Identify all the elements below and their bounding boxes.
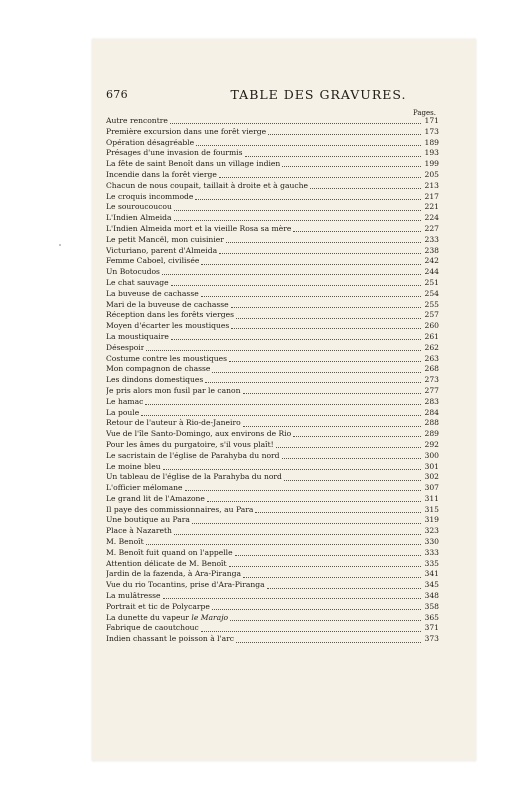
entry-page-number: 319 [424,515,439,525]
entry-title: Victuriano, parent d'Almeida [106,245,218,255]
entry-title: Une boutique au Para [106,515,190,525]
dot-leader [231,307,421,308]
list-item [106,181,439,192]
entry-title: Retour de l'auteur à Rio-de-Janeiro [106,418,241,428]
dot-leader [310,188,421,189]
dot-leader [236,642,421,643]
entry-page-number: 261 [424,331,439,341]
dot-leader [212,609,421,610]
list-item [106,364,439,375]
entry-page-number: 302 [424,472,439,482]
dot-leader [293,436,421,437]
entry-title [106,613,228,624]
list-item [106,235,439,246]
entry-title: M. Benoît [106,537,144,547]
list-item [106,591,439,602]
entry-page-number: 262 [424,342,439,352]
dot-leader [276,447,421,448]
entry-title: Portrait et tic de Polycarpe [106,601,210,611]
entry-title: Mon compagnon de chasse [106,364,211,374]
entry-title: La mulâtresse [106,591,161,601]
dot-leader [196,145,421,146]
dot-leader [226,242,421,243]
dot-leader [236,318,421,319]
entry-title: Un tableau de l'église de la Parahyba du nord [106,472,282,482]
page-number: 676 [106,88,128,101]
entry-page-number: 199 [424,159,439,169]
list-item [106,375,439,386]
entry-title: Jardin de la fazenda, à Ara-Piranga [106,569,241,579]
entry-page-number: 301 [424,461,439,471]
entry-title: Place à Nazareth [106,526,172,536]
list-item [106,569,439,580]
entry-title: Le petit Mancël, mon cuisinier [106,234,224,244]
dot-leader [235,555,421,556]
page-header [106,88,451,104]
dot-leader [231,328,421,329]
entry-title: Opération désagréable [106,137,195,147]
list-item [106,192,439,203]
dot-leader [146,544,421,545]
list-item [106,138,439,149]
list-item [106,462,439,473]
entry-title-text: La dunette du vapeur [106,612,192,622]
dot-leader [145,404,421,405]
entry-title: Le hamac [106,396,144,406]
entry-page-number: 221 [424,202,439,212]
entry-title: Réception dans les forêts vierges [106,310,234,320]
entry-page-number: 263 [424,353,439,363]
entry-page-number: 233 [424,234,439,244]
dot-leader [255,512,421,513]
list-item [106,537,439,548]
list-item [106,505,439,516]
entry-page-number: 345 [424,580,439,590]
list-item [106,548,439,559]
list-item [106,483,439,494]
entry-title: Je pris alors mon fusil par le canon [106,385,241,395]
list-item [106,246,439,257]
list-item [106,408,439,419]
entry-page-number: 224 [424,213,439,223]
dot-leader [219,253,421,254]
entry-title: Costume contre les moustiques [106,353,228,363]
entry-page-number: 242 [424,256,439,266]
list-item [106,310,439,321]
entry-title: Le moine bleu [106,461,161,471]
list-item [106,602,439,613]
entry-page-number: 365 [424,612,439,622]
entry-page-number: 238 [424,245,439,255]
entry-title: Le grand lit de l'Amazone [106,493,205,503]
dot-leader [243,393,422,394]
dot-leader [229,361,421,362]
scan-speck [59,244,61,246]
entry-title: Vue du rio Tocantins, prise d'Ara-Piranga [106,580,265,590]
list-item [106,213,439,224]
entry-title: La buveuse de cachasse [106,288,199,298]
entry-title: L'Indien Almeida mort et la vieille Rosa sa mère [106,223,292,233]
entry-page-number: 311 [424,493,439,503]
dot-leader [207,501,421,502]
entry-title: Le croquis incommode [106,191,194,201]
dot-leader [141,415,421,416]
entry-page-number: 213 [424,180,439,190]
entry-page-number: 289 [424,429,439,439]
entry-page-number: 255 [424,299,439,309]
entry-title: Femme Caboel, civilisée [106,256,200,266]
entry-page-number: 330 [424,537,439,547]
list-item [106,613,439,624]
entry-page-number: 277 [424,385,439,395]
entry-page-number: 254 [424,288,439,298]
entry-page-number: 268 [424,364,439,374]
entry-title: Première excursion dans une forêt vierge [106,126,267,136]
entry-page-number: 227 [424,223,439,233]
entry-title: Vue de l'île Santo-Domingo, aux environs de Rio [106,429,292,439]
entry-page-number: 217 [424,191,439,201]
entry-page-number: 283 [424,396,439,406]
entry-title: Autre rencontre [106,116,168,125]
entry-title: Le souroucoucou [106,202,172,212]
entry-page-number: 358 [424,601,439,611]
pages-column-label: Pages. [412,109,436,117]
dot-leader [171,339,421,340]
entry-title: M. Benoît fuit quand on l'appelle [106,547,233,557]
list-item [106,515,439,526]
dot-leader [268,134,421,135]
dot-leader [243,426,421,427]
dot-leader [170,123,421,124]
dot-leader [219,177,421,178]
entry-title: Il paye des commissionnaires, au Para [106,504,254,514]
entry-title: Les dindons domestiques [106,375,204,385]
entry-page-number: 300 [424,450,439,460]
dot-leader [212,372,421,373]
entry-title-italic: le Marajo [191,612,229,622]
entry-title: La fête de saint Benoît dans un village indien [106,159,281,169]
list-item [106,440,439,451]
entry-title: Chacun de nous coupait, taillait à droite et à gauche [106,180,309,190]
list-item [106,278,439,289]
list-item [106,159,439,170]
dot-leader [163,469,421,470]
entry-title: Attention délicate de M. Benoît [106,558,227,568]
entry-page-number: 315 [424,504,439,514]
list-item [106,127,439,138]
entry-title: Indien chassant le poisson à l'arc [106,634,235,644]
list-item [106,580,439,591]
entry-page-number: 292 [424,439,439,449]
dot-leader [284,480,421,481]
table-of-engravings [106,116,439,645]
dot-leader [205,382,421,383]
entry-page-number: 288 [424,418,439,428]
entry-page-number: 348 [424,591,439,601]
entry-title: Le sacristain de l'église de Parahyba du nord [106,450,280,460]
list-item [106,494,439,505]
entry-page-number: 284 [424,407,439,417]
list-item [106,224,439,235]
running-title: TABLE DES GRAVURES. [230,87,407,102]
list-item [106,289,439,300]
dot-leader [174,210,421,211]
entry-page-number: 307 [424,483,439,493]
entry-title: Fabrique de caoutchouc [106,623,199,633]
entry-title: Un Botocudos [106,267,160,277]
dot-leader [293,231,421,232]
entry-title: Pour les âmes du purgatoire, s'il vous plaît! [106,439,274,449]
entry-title: L'officier mélomane [106,483,183,493]
entry-page-number: 333 [424,547,439,557]
entry-page-number: 260 [424,321,439,331]
entry-page-number: 335 [424,558,439,568]
dot-leader [171,285,421,286]
dot-leader [146,350,421,351]
entry-page-number: 205 [424,169,439,179]
entry-page-number: 189 [424,137,439,147]
list-item [106,300,439,311]
entry-page-number: 373 [424,634,439,644]
entry-page-number: 193 [424,148,439,158]
entry-page-number: 171 [424,116,439,125]
list-item [106,559,439,570]
list-item [106,451,439,462]
dot-leader [282,458,421,459]
entry-title: L'Indien Almeida [106,213,172,223]
dot-leader [229,566,421,567]
dot-leader [243,577,421,578]
entry-title: Le chat sauvage [106,277,169,287]
entry-title: La poule [106,407,140,417]
list-item [106,634,439,645]
entry-page-number: 244 [424,267,439,277]
dot-leader [201,296,421,297]
dot-leader [192,523,421,524]
entry-page-number: 173 [424,126,439,136]
dot-leader [245,156,422,157]
entry-title: Moyen d'écarter les moustiques [106,321,230,331]
dot-leader [201,264,421,265]
list-item [106,116,439,127]
list-item [106,623,439,634]
dot-leader [282,166,421,167]
entry-page-number: 273 [424,375,439,385]
dot-leader [162,274,421,275]
dot-leader [185,490,421,491]
entry-page-number: 341 [424,569,439,579]
entry-title: La moustiquaire [106,331,169,341]
book-page [92,39,476,761]
dot-leader [201,631,421,632]
list-item [106,397,439,408]
list-item [106,386,439,397]
dot-leader [230,620,421,621]
list-item [106,526,439,537]
entry-page-number: 251 [424,277,439,287]
list-item [106,321,439,332]
list-item [106,418,439,429]
dot-leader [195,199,421,200]
list-item [106,256,439,267]
list-item [106,429,439,440]
list-item [106,148,439,159]
entry-page-number: 323 [424,526,439,536]
dot-leader [163,598,422,599]
entry-page-number: 371 [424,623,439,633]
entry-title: Présages d'une invasion de fourmis [106,148,243,158]
entry-title: Incendie dans la forêt vierge [106,169,217,179]
entry-title: Désespoir [106,342,145,352]
list-item [106,354,439,365]
list-item [106,343,439,354]
list-item [106,202,439,213]
dot-leader [174,220,421,221]
entry-title: Mari de la buveuse de cachasse [106,299,229,309]
list-item [106,472,439,483]
dot-leader [174,534,421,535]
dot-leader [267,588,421,589]
list-item [106,267,439,278]
list-item [106,332,439,343]
list-item [106,170,439,181]
entry-page-number: 257 [424,310,439,320]
